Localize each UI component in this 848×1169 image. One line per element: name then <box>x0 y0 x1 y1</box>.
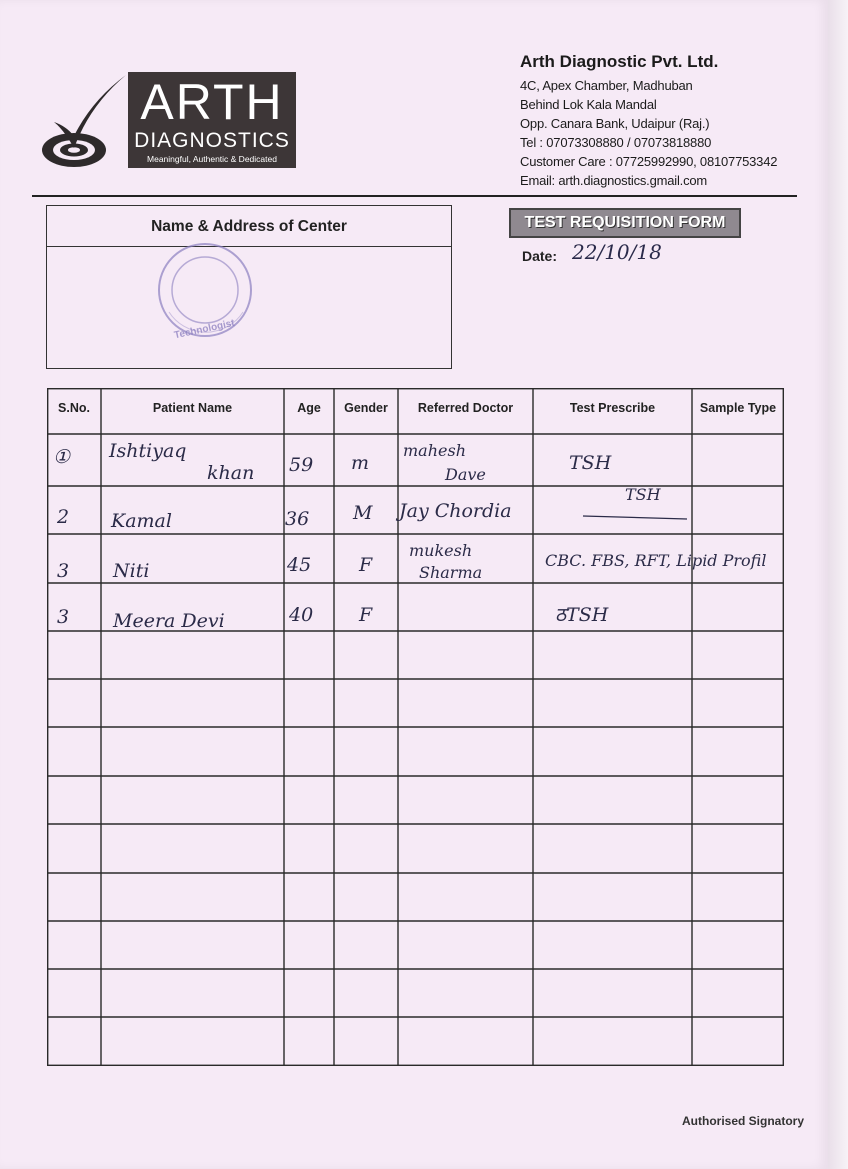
address-line: Opp. Canara Bank, Udaipur (Raj.) <box>520 116 710 131</box>
cell-referred-doctor[interactable]: Jay Chordia <box>399 500 512 522</box>
column-header-patient-name: Patient Name <box>152 401 233 415</box>
cell-patient-name[interactable]: Ishtiyaq <box>109 440 187 462</box>
column-header-test-prescribe: Test Prescribe <box>569 401 656 415</box>
cell-test-prescribe[interactable]: TSH <box>569 452 612 474</box>
date-label: Date: <box>522 248 558 264</box>
cell-sno[interactable]: ① <box>53 446 71 468</box>
logo-tagline: Meaningful, Authentic & Dedicated <box>147 154 277 164</box>
column-header-referred-doctor: Referred Doctor <box>417 401 514 415</box>
column-header-gender: Gender <box>344 401 388 415</box>
requisition-table <box>47 388 784 1066</box>
center-box-title: Name & Address of Center <box>47 206 451 247</box>
company-name: Arth Diagnostic Pvt. Ltd. <box>520 52 719 71</box>
stamp-label: Technologist <box>173 317 236 342</box>
column-header-sno: S.No. <box>58 401 90 415</box>
cell-sno[interactable]: 3 <box>57 606 70 628</box>
column-header-age: Age <box>297 401 321 415</box>
center-address-box <box>46 205 452 369</box>
cell-test-prescribe[interactable]: CBC. FBS, RFT, Lipid Profil <box>545 551 767 570</box>
brand-logo <box>128 72 296 168</box>
column-header-sample-type: Sample Type <box>699 401 777 415</box>
cell-age[interactable]: 45 <box>287 554 312 576</box>
cell-patient-name[interactable]: Niti <box>113 560 150 582</box>
date-field[interactable]: 22/10/18 <box>572 240 662 264</box>
cell-patient-name[interactable]: Meera Devi <box>113 610 225 632</box>
cell-referred-doctor-continued[interactable]: Dave <box>445 465 486 484</box>
cell-sno[interactable]: 3 <box>57 560 70 582</box>
table-grid <box>47 388 784 1066</box>
cell-test-prescribe[interactable]: TSH <box>625 485 661 504</box>
address-line: 4C, Apex Chamber, Madhuban <box>520 78 693 93</box>
company-info <box>520 52 820 190</box>
cell-gender[interactable]: M <box>353 502 373 524</box>
page-edge <box>828 0 848 1169</box>
authorised-signatory-label: Authorised Signatory <box>682 1114 805 1128</box>
cell-gender[interactable]: m <box>351 452 370 474</box>
form-title: TEST REQUISITION FORM <box>509 208 741 238</box>
cell-referred-doctor[interactable]: mukesh <box>409 541 473 560</box>
cell-sno[interactable]: 2 <box>57 506 70 528</box>
cell-gender[interactable]: F <box>359 554 373 576</box>
target-check-logo-icon <box>40 70 130 170</box>
logo-subtitle: DIAGNOSTICS <box>134 129 290 152</box>
center-stamp <box>147 242 267 362</box>
cell-age[interactable]: 59 <box>289 454 314 476</box>
header-divider <box>32 195 797 197</box>
cell-age[interactable]: 36 <box>285 508 310 530</box>
cell-referred-doctor[interactable]: mahesh <box>403 441 466 460</box>
cell-patient-name[interactable]: Kamal <box>111 510 172 532</box>
cell-age[interactable]: 40 <box>289 604 314 626</box>
logo-word: ARTH <box>140 74 284 130</box>
cell-patient-name-continued[interactable]: khan <box>207 462 255 484</box>
customer-care-line: Customer Care : 07725992990, 08107753342 <box>520 154 778 169</box>
email-line: Email: arth.diagnostics.gmail.com <box>520 173 708 188</box>
cell-test-prescribe[interactable]: ठTSH <box>555 604 609 626</box>
address-line: Behind Lok Kala Mandal <box>520 97 657 112</box>
cell-gender[interactable]: F <box>359 604 373 626</box>
strike-through-mark <box>583 516 687 519</box>
cell-referred-doctor-continued[interactable]: Sharma <box>419 563 483 582</box>
telephone-line: Tel : 07073308880 / 07073818880 <box>520 135 712 150</box>
